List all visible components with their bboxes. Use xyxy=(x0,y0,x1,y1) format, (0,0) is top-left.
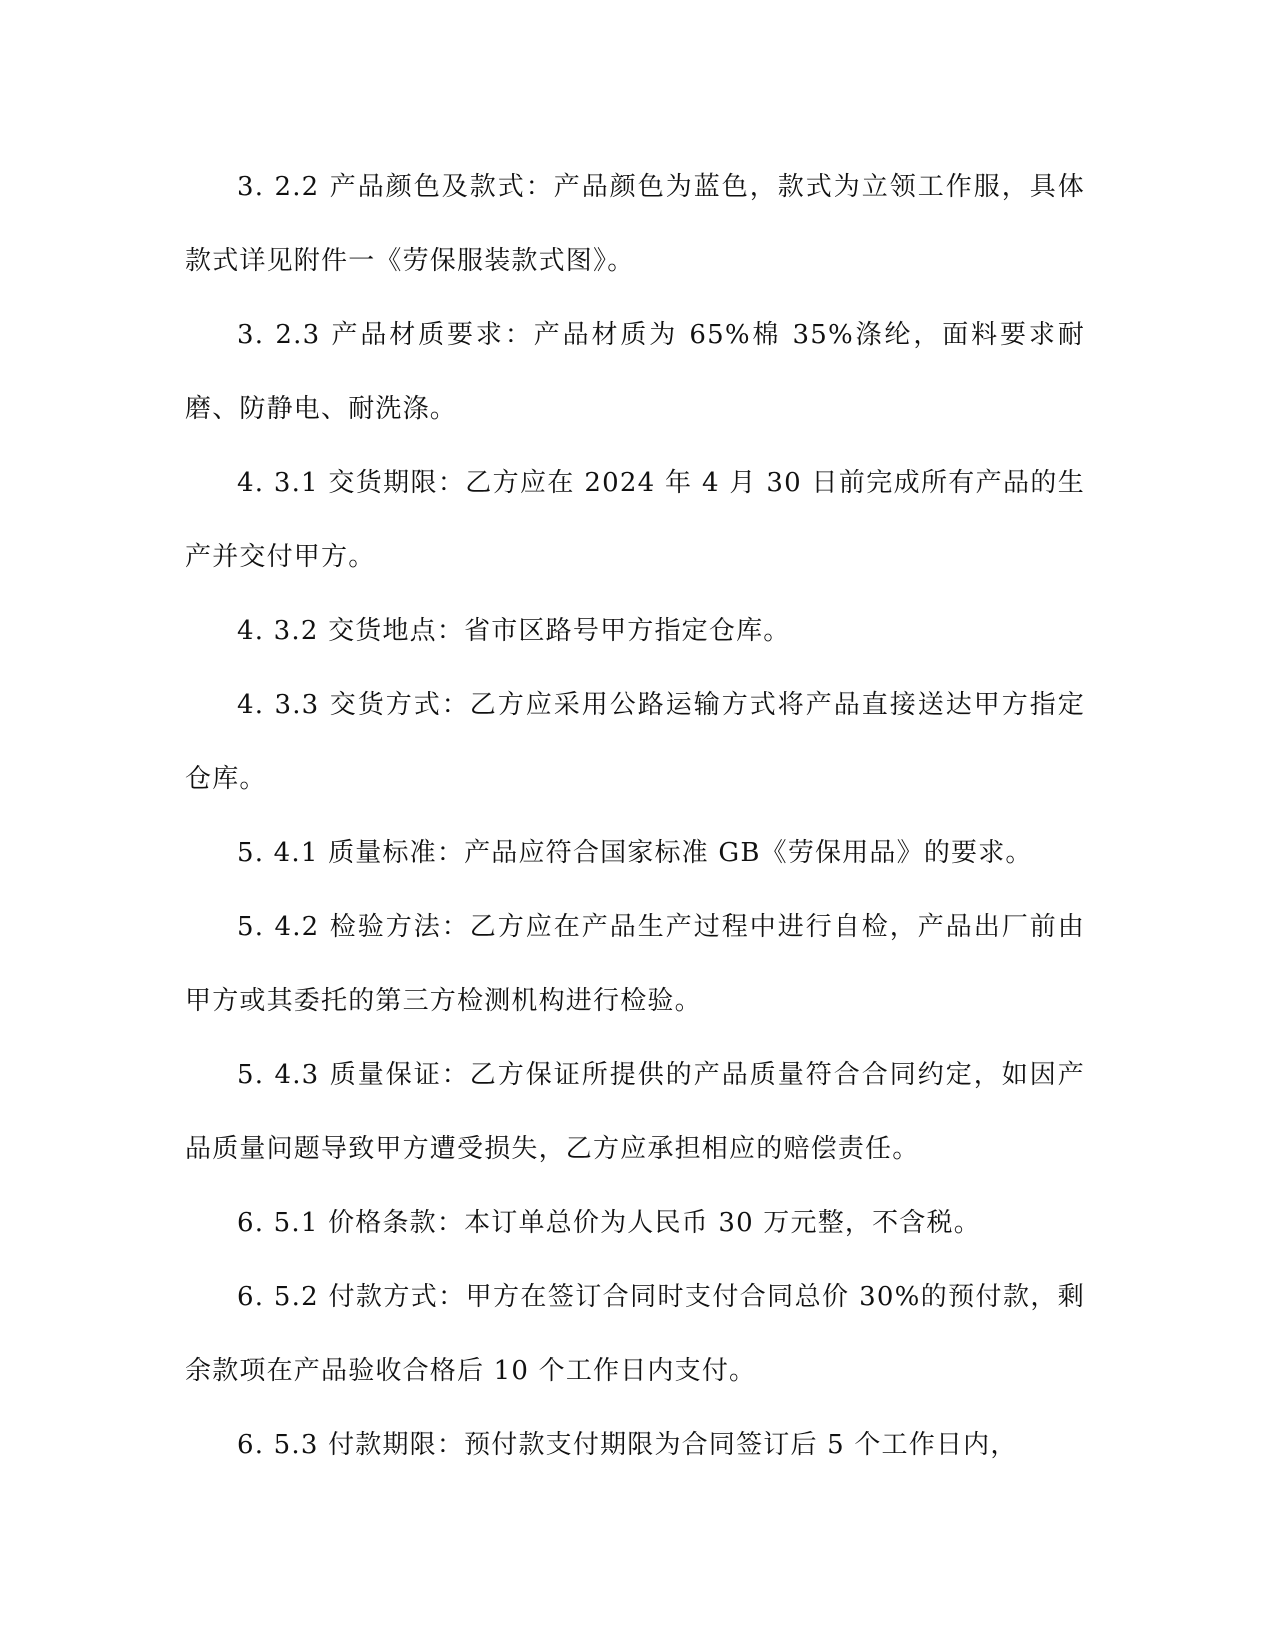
clause-5-4-2: 5. 4.2 检验方法：乙方应在产品生产过程中进行自检，产品出厂前由甲方或其委托的第三方检测机构进行检验。 xyxy=(185,912,1085,1016)
clause-3-2-3: 3. 2.3 产品材质要求：产品材质为 65%棉 35%涤纶，面料要求耐磨、防静电、耐洗涤。 xyxy=(185,320,1085,424)
clause-6-5-3: 6. 5.3 付款期限：预付款支付期限为合同签订后 5 个工作日内， xyxy=(237,1430,1018,1460)
clause-4-3-2: 4. 3.2 交货地点：省市区路号甲方指定仓库。 xyxy=(237,616,791,646)
document-body xyxy=(185,150,1085,1482)
clause-4-3-3: 4. 3.3 交货方式：乙方应采用公路运输方式将产品直接送达甲方指定仓库。 xyxy=(185,690,1085,794)
clause-3-2-2: 3. 2.2 产品颜色及款式：产品颜色为蓝色，款式为立领工作服，具体款式详见附件一《劳保服装款式图》。 xyxy=(185,172,1085,276)
clause-4-3-1: 4. 3.1 交货期限：乙方应在 2024 年 4 月 30 日前完成所有产品的生产并交付甲方。 xyxy=(185,468,1085,572)
clause-5-4-3: 5. 4.3 质量保证：乙方保证所提供的产品质量符合合同约定，如因产品质量问题导致甲方遭受损失，乙方应承担相应的赔偿责任。 xyxy=(185,1060,1085,1164)
clause-6-5-2: 6. 5.2 付款方式：甲方在签订合同时支付合同总价 30%的预付款，剩余款项在产品验收合格后 10 个工作日内支付。 xyxy=(185,1282,1085,1386)
clause-6-5-1: 6. 5.1 价格条款：本订单总价为人民币 30 万元整，不含税。 xyxy=(237,1208,981,1238)
clause-5-4-1: 5. 4.1 质量标准：产品应符合国家标准 GB《劳保用品》的要求。 xyxy=(237,838,1033,868)
